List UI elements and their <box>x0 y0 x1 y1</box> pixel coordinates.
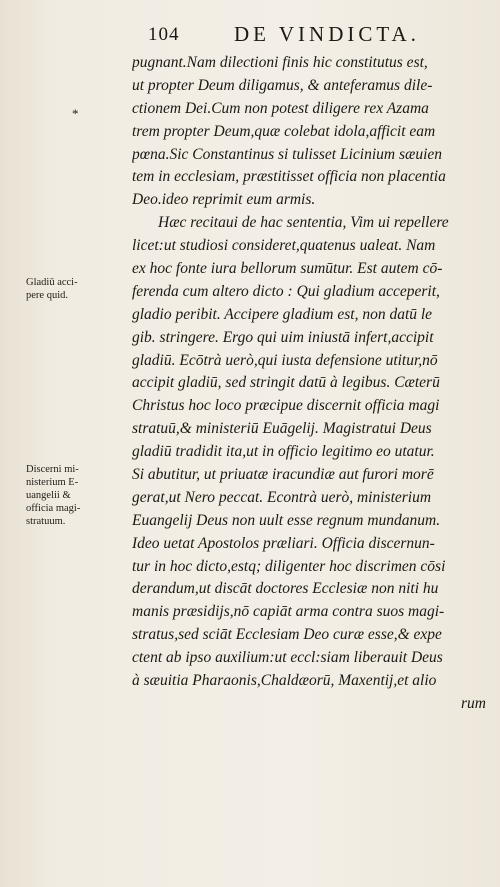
text-line: ctent ab ipso auxilium:ut eccl:siam liberauit Deus <box>132 649 443 667</box>
text-line: derandum,ut discāt doctores Ecclesiæ non niti hu <box>132 580 439 598</box>
text-line: Si abutitur, ut priuatæ iracundiæ aut furori morē <box>132 466 434 484</box>
text-line: Deo.ideo reprimit eum armis. <box>132 191 316 209</box>
text-line: Christus hoc loco præcipue discernit officia magi <box>132 397 440 415</box>
text-line: ctionem Dei.Cum non potest diligere rex Azama <box>132 99 429 117</box>
text-line: gladiū tradidit ita,ut in officio legitimo eo utatur. <box>132 443 435 461</box>
marginal-note-line: nisterium E- <box>26 477 79 488</box>
text-line: ferenda cum altero dicto : Qui gladium acceperit, <box>132 282 440 300</box>
text-line: à sæuitia Pharaonis,Chaldæorū, Maxentij,et alio <box>132 672 437 690</box>
page-number: 104 <box>148 24 180 45</box>
asterisk-mark: * <box>72 106 79 121</box>
marginal-note-line: Gladiū acci- <box>26 277 78 288</box>
page-header <box>0 20 500 50</box>
text-line: rum <box>461 694 486 712</box>
marginal-note-discerni <box>26 463 130 528</box>
main-text-block <box>132 52 492 716</box>
text-line: Hæc recitaui de hac sententia, Vim ui repellere <box>158 214 449 232</box>
text-line: gib. stringere. Ergo qui uim iniustā infert,accipit <box>132 328 434 346</box>
text-line: ex hoc fonte iura bellorum sumūtur. Est autem cō- <box>132 260 443 278</box>
text-line: gladio peribit. Accipere gladium est, non datū le <box>132 305 433 323</box>
text-line: manis præsidijs,nō capiāt arma contra suos magi- <box>132 603 445 621</box>
text-line: Ideo uetat Apostolos præliari. Officia discernun- <box>132 534 435 552</box>
text-line: accipit gladiū, sed stringit datū à legibus. Cæterū <box>132 374 440 392</box>
text-line: ut propter Deum diligamus, & anteferamus dile- <box>132 76 433 94</box>
marginal-note-line: officia magi- <box>26 503 81 514</box>
marginal-note-line: uangelii & <box>26 490 71 501</box>
text-line: tem in ecclesiam, præstitisset officia non placentia <box>132 168 446 186</box>
marginal-note-line: pere quid. <box>26 290 68 301</box>
text-line: stratus,sed sciāt Ecclesiam Deo curæ esse,& expe <box>132 626 442 644</box>
text-line: stratuū,& ministeriū Euāgelij. Magistratui Deus <box>132 420 432 438</box>
text-line: pœna.Sic Constantinus si tulisset Licinium sæuien <box>132 145 443 163</box>
text-line: licet:ut studiosi consideret,quatenus ualeat. Nam <box>132 237 436 255</box>
text-line: trem propter Deum,quæ colebat idola,afficit eam <box>132 122 436 140</box>
text-line: pugnant.Nam dilectioni finis hic constitutus est, <box>132 54 428 71</box>
text-line: gladiū. Ecōtrà uerò,qui iusta defensione utitur,nō <box>132 351 438 369</box>
marginal-note-line: Discerni mi- <box>26 464 79 475</box>
running-title: DE VINDICTA. <box>234 22 420 46</box>
text-line: gerat,ut Nero peccat. Econtrà uerò, ministerium <box>132 488 432 506</box>
text-line: tur in hoc dicto,estq; diligenter hoc discrimen cōsi <box>132 557 446 575</box>
text-line: Euangelij Deus non uult esse regnum mundanum. <box>132 511 441 529</box>
marginal-note-line: stratuum. <box>26 516 66 527</box>
marginal-note-gladium <box>26 276 130 302</box>
